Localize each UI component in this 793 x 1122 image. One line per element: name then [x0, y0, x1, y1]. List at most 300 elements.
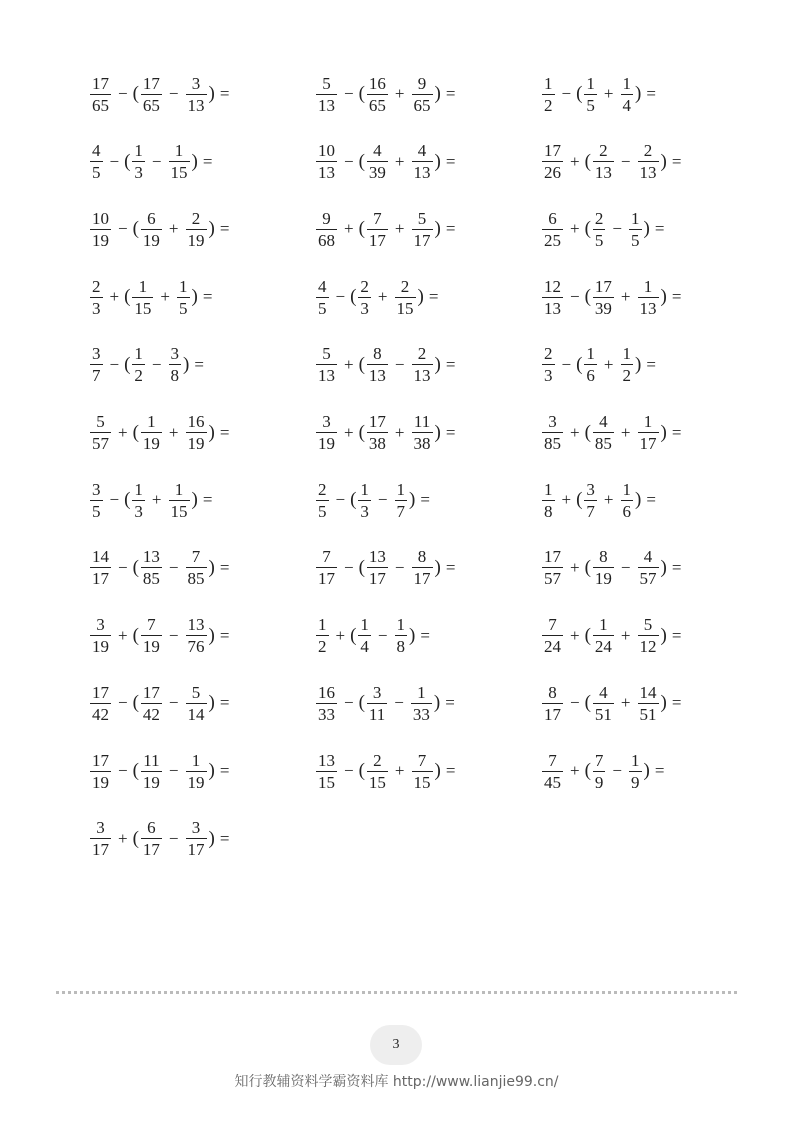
equals-sign: = [646, 354, 656, 374]
operator: − [151, 151, 162, 171]
fraction [584, 345, 597, 384]
math-problem [314, 140, 460, 184]
operator: − [570, 693, 580, 713]
open-paren: ( [358, 692, 365, 714]
numerator: 17 [368, 412, 386, 431]
fraction [593, 142, 614, 181]
close-paren: ) [660, 556, 667, 578]
numerator: 1 [631, 208, 640, 228]
dotted-divider [56, 991, 737, 994]
denominator: 19 [318, 434, 335, 453]
numerator: 1 [586, 73, 595, 93]
math-problem [540, 207, 669, 251]
open-paren: ( [132, 760, 139, 781]
denominator: 13 [639, 298, 657, 318]
equals-sign: = [445, 422, 456, 442]
operator: + [620, 287, 631, 307]
denominator: 3 [134, 501, 143, 521]
math-problem [540, 275, 686, 319]
denominator: 51 [639, 704, 657, 724]
operator: + [394, 219, 405, 239]
numerator: 14 [639, 682, 657, 702]
operator: + [570, 151, 580, 171]
operator: + [160, 287, 171, 307]
math-problem [88, 207, 234, 251]
fraction [584, 75, 597, 114]
equals-sign: = [202, 490, 213, 510]
open-paren: ( [584, 421, 591, 443]
operator: + [603, 354, 614, 374]
close-paren: ) [208, 556, 215, 578]
fraction [90, 752, 111, 791]
denominator: 85 [142, 569, 160, 589]
numerator: 3 [96, 615, 105, 635]
operator: − [118, 761, 128, 780]
fraction [593, 413, 614, 452]
math-problem [314, 614, 435, 658]
numerator: 2 [360, 276, 369, 296]
fraction [132, 278, 153, 317]
denominator: 6 [622, 501, 632, 521]
denominator: 26 [544, 163, 561, 183]
operator: − [344, 761, 354, 780]
open-paren: ( [584, 760, 591, 781]
denominator: 17 [92, 569, 109, 589]
numerator: 17 [92, 73, 109, 93]
fraction [367, 345, 388, 384]
equals-sign: = [202, 151, 213, 171]
fraction [638, 413, 659, 452]
operator: − [394, 557, 405, 577]
numerator: 5 [417, 208, 427, 228]
denominator: 13 [594, 163, 612, 183]
operator: + [118, 422, 128, 442]
numerator: 11 [413, 412, 431, 431]
fraction [316, 616, 329, 655]
numerator: 13 [368, 547, 386, 567]
open-paren: ( [132, 421, 139, 443]
fraction [141, 752, 162, 791]
denominator: 8 [544, 501, 553, 521]
fraction [90, 413, 111, 452]
denominator: 19 [142, 637, 160, 657]
denominator: 7 [92, 366, 101, 386]
fraction [90, 345, 103, 384]
math-problem [314, 343, 460, 387]
equals-sign: = [219, 84, 230, 103]
fraction [395, 481, 408, 520]
denominator: 19 [142, 230, 160, 250]
fraction [367, 142, 388, 181]
close-paren: ) [208, 218, 215, 240]
fraction [412, 752, 433, 791]
denominator: 19 [594, 569, 612, 589]
fraction [367, 210, 388, 249]
math-problem [88, 681, 234, 725]
open-paren: ( [132, 218, 139, 240]
close-paren: ) [208, 624, 215, 646]
denominator: 19 [92, 772, 109, 792]
operator: − [109, 151, 120, 171]
close-paren: ) [191, 286, 198, 308]
numerator: 4 [599, 682, 608, 702]
operator: − [612, 219, 623, 239]
math-problem [540, 343, 661, 387]
operator: + [335, 625, 346, 645]
denominator: 19 [187, 772, 205, 792]
equals-sign: = [202, 287, 213, 307]
denominator: 15 [134, 298, 152, 318]
open-paren: ( [358, 83, 365, 104]
denominator: 5 [318, 298, 327, 318]
denominator: 3 [360, 298, 369, 318]
operator: + [109, 287, 120, 307]
operator: − [118, 84, 128, 103]
numerator: 17 [92, 750, 109, 770]
numerator: 13 [187, 615, 205, 635]
fraction [90, 819, 111, 858]
operator: + [394, 151, 405, 171]
math-problem [88, 478, 217, 522]
numerator: 1 [622, 344, 632, 364]
denominator: 39 [368, 163, 386, 183]
numerator: 1 [134, 141, 143, 161]
operator: − [168, 828, 179, 848]
fraction [621, 481, 634, 520]
operator: + [603, 84, 614, 103]
numerator: 17 [142, 682, 160, 702]
operator: + [168, 422, 179, 442]
numerator: 2 [417, 344, 427, 364]
denominator: 17 [639, 434, 657, 453]
operator: − [118, 219, 128, 239]
fraction [593, 278, 614, 317]
fraction [593, 752, 606, 791]
operator: − [612, 761, 623, 780]
fraction [141, 75, 162, 114]
denominator: 57 [544, 569, 561, 589]
numerator: 3 [92, 344, 101, 364]
numerator: 1 [396, 615, 406, 635]
open-paren: ( [358, 760, 365, 781]
numerator: 3 [96, 818, 105, 838]
close-paren: ) [660, 692, 667, 714]
math-problem [314, 478, 435, 522]
denominator: 2 [544, 95, 553, 115]
denominator: 5 [92, 163, 101, 183]
fraction [316, 142, 337, 181]
numerator: 14 [92, 547, 109, 567]
fraction [141, 616, 162, 655]
fraction [542, 75, 555, 114]
fraction [90, 481, 103, 520]
fraction [141, 684, 162, 723]
fraction [316, 752, 337, 791]
fraction [412, 75, 433, 114]
denominator: 33 [412, 704, 430, 724]
operator: + [344, 354, 354, 374]
equals-sign: = [219, 693, 230, 713]
numerator: 1 [417, 682, 426, 702]
numerator: 4 [599, 412, 608, 431]
open-paren: ( [576, 83, 583, 104]
operator: − [561, 354, 572, 374]
math-problem [540, 72, 661, 116]
operator: + [394, 761, 405, 780]
fraction [542, 481, 555, 520]
fraction [141, 819, 162, 858]
numerator: 1 [360, 479, 369, 499]
denominator: 7 [396, 501, 406, 521]
fraction [542, 413, 563, 452]
numerator: 1 [544, 479, 553, 499]
math-problem [314, 411, 460, 455]
operator: + [620, 693, 631, 713]
numerator: 7 [594, 750, 604, 770]
equals-sign: = [445, 219, 456, 239]
fraction [593, 684, 614, 723]
operator: + [118, 828, 128, 848]
fraction [629, 210, 642, 249]
operator: + [561, 490, 572, 510]
math-problem [88, 411, 234, 455]
numerator: 16 [368, 73, 386, 93]
numerator: 1 [643, 276, 653, 296]
denominator: 19 [142, 434, 160, 453]
numerator: 5 [191, 682, 201, 702]
numerator: 1 [174, 479, 184, 499]
equals-sign: = [654, 761, 665, 780]
denominator: 5 [586, 95, 595, 115]
denominator: 17 [544, 704, 561, 724]
close-paren: ) [183, 353, 190, 375]
close-paren: ) [434, 218, 441, 240]
denominator: 17 [92, 840, 109, 860]
fraction [132, 481, 145, 520]
fraction [584, 481, 597, 520]
denominator: 13 [413, 163, 431, 183]
open-paren: ( [584, 218, 591, 240]
equals-sign: = [219, 828, 230, 848]
operator: − [168, 625, 179, 645]
numerator: 17 [544, 547, 561, 567]
equals-sign: = [671, 693, 682, 713]
operator: − [344, 84, 354, 103]
operator: − [620, 557, 631, 577]
numerator: 2 [191, 208, 201, 228]
open-paren: ( [584, 150, 591, 172]
numerator: 3 [372, 682, 382, 702]
numerator: 16 [187, 412, 205, 431]
operator: + [394, 422, 405, 442]
fraction [593, 616, 614, 655]
numerator: 3 [586, 479, 595, 499]
numerator: 4 [373, 141, 382, 161]
equals-sign: = [219, 557, 230, 577]
numerator: 2 [400, 276, 410, 296]
numerator: 6 [147, 208, 156, 228]
fraction [638, 142, 659, 181]
numerator: 1 [134, 479, 143, 499]
math-problem [540, 478, 661, 522]
denominator: 17 [187, 840, 205, 860]
fraction [90, 142, 103, 181]
close-paren: ) [434, 150, 441, 172]
operator: + [344, 219, 354, 239]
operator: − [168, 84, 179, 103]
open-paren: ( [576, 489, 583, 511]
fraction [411, 684, 432, 723]
numerator: 1 [643, 412, 653, 431]
numerator: 1 [622, 479, 632, 499]
numerator: 17 [544, 141, 561, 161]
denominator: 65 [413, 95, 431, 115]
equals-sign: = [194, 354, 204, 374]
math-problem [88, 546, 234, 590]
numerator: 13 [142, 547, 160, 567]
fraction [186, 819, 207, 858]
fraction [412, 413, 433, 452]
fraction [638, 278, 659, 317]
fraction [638, 548, 659, 587]
close-paren: ) [434, 83, 441, 104]
denominator: 4 [622, 95, 632, 115]
fraction [186, 210, 207, 249]
numerator: 2 [594, 208, 604, 228]
denominator: 13 [639, 163, 657, 183]
equals-sign: = [671, 422, 682, 442]
operator: − [109, 354, 120, 374]
fraction [367, 413, 388, 452]
denominator: 17 [142, 840, 160, 860]
equals-sign: = [219, 422, 230, 442]
open-paren: ( [350, 624, 357, 646]
denominator: 65 [142, 95, 160, 115]
numerator: 8 [373, 344, 382, 364]
fraction [412, 345, 433, 384]
denominator: 13 [318, 163, 335, 183]
open-paren: ( [358, 421, 365, 443]
open-paren: ( [124, 286, 131, 308]
open-paren: ( [124, 150, 131, 172]
fraction [316, 684, 337, 723]
denominator: 38 [368, 434, 386, 453]
numerator: 1 [191, 750, 201, 770]
operator: − [344, 693, 354, 713]
fraction [542, 142, 563, 181]
math-problem [88, 343, 209, 387]
denominator: 17 [368, 569, 386, 589]
denominator: 13 [544, 298, 561, 318]
open-paren: ( [358, 556, 365, 578]
fraction [542, 548, 563, 587]
denominator: 68 [318, 230, 335, 250]
open-paren: ( [132, 83, 139, 104]
equals-sign: = [445, 354, 456, 374]
operator: − [377, 625, 388, 645]
numerator: 1 [599, 615, 608, 635]
equals-sign: = [445, 761, 456, 780]
math-problem [314, 749, 460, 793]
fraction [367, 684, 387, 723]
fraction [186, 684, 207, 723]
fraction [395, 278, 416, 317]
denominator: 42 [142, 704, 160, 724]
math-problem [540, 140, 686, 184]
numerator: 8 [599, 547, 608, 567]
math-problem [88, 749, 234, 793]
fraction [412, 142, 433, 181]
fraction [542, 616, 563, 655]
numerator: 16 [318, 682, 335, 702]
denominator: 7 [586, 501, 595, 521]
open-paren: ( [124, 489, 131, 511]
denominator: 76 [187, 637, 205, 657]
denominator: 24 [594, 637, 612, 657]
operator: − [620, 151, 631, 171]
operator: − [394, 693, 404, 713]
numerator: 1 [631, 750, 640, 770]
open-paren: ( [584, 692, 591, 714]
fraction [186, 548, 207, 587]
numerator: 3 [170, 344, 180, 364]
open-paren: ( [132, 556, 139, 578]
denominator: 5 [318, 501, 327, 521]
close-paren: ) [434, 760, 441, 781]
denominator: 19 [187, 230, 205, 250]
numerator: 1 [586, 344, 595, 364]
equals-sign: = [219, 625, 230, 645]
operator: + [620, 625, 631, 645]
fraction [141, 548, 162, 587]
numerator: 2 [92, 276, 101, 296]
fraction [367, 75, 388, 114]
fraction [132, 345, 145, 384]
operator: − [561, 84, 572, 103]
close-paren: ) [434, 353, 441, 375]
denominator: 2 [134, 366, 143, 386]
operator: − [335, 490, 346, 510]
denominator: 33 [318, 704, 335, 724]
open-paren: ( [132, 624, 139, 646]
numerator: 1 [147, 412, 156, 431]
equals-sign: = [219, 761, 230, 780]
operator: + [570, 625, 580, 645]
fraction [542, 345, 555, 384]
equals-sign: = [420, 490, 430, 510]
fraction [177, 278, 190, 317]
denominator: 5 [631, 230, 640, 250]
close-paren: ) [434, 421, 441, 443]
close-paren: ) [409, 624, 416, 646]
close-paren: ) [643, 760, 650, 781]
denominator: 65 [92, 95, 109, 115]
denominator: 15 [413, 772, 431, 792]
equals-sign: = [445, 693, 455, 713]
operator: − [168, 693, 179, 713]
close-paren: ) [643, 218, 650, 240]
operator: − [151, 354, 162, 374]
numerator: 4 [643, 547, 653, 567]
operator: + [344, 422, 354, 442]
numerator: 7 [147, 615, 156, 635]
denominator: 17 [413, 230, 431, 250]
close-paren: ) [635, 489, 642, 511]
fraction [316, 481, 329, 520]
fraction [316, 278, 329, 317]
operator: − [344, 557, 354, 577]
denominator: 13 [187, 95, 205, 115]
